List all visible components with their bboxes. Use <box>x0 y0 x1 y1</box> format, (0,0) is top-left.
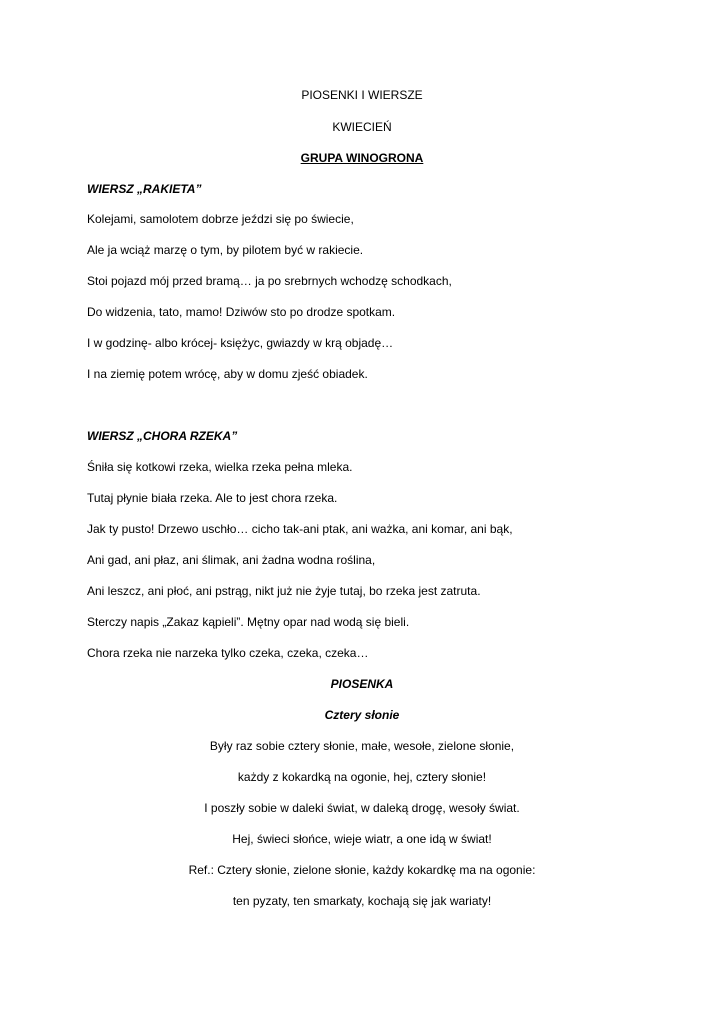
poem-chora-rzeka-line: Sterczy napis „Zakaz kąpieli”. Mętny opar nad wodą się bieli. <box>87 615 410 629</box>
song-line: Były raz sobie cztery słonie, małe, wesołe, zielone słonie, <box>209 739 515 753</box>
poem-rakieta-line: Stoi pojazd mój przed bramą… ja po srebrnych wchodzę schodkach, <box>87 274 452 288</box>
song-line: każdy z kokardką na ogonie, hej, cztery słonie! <box>237 770 487 784</box>
poem-rakieta-line: Kolejami, samolotem dobrze jeździ się po świecie, <box>87 212 354 226</box>
poem-rakieta-heading: WIERSZ „RAKIETA” <box>87 182 202 196</box>
poem-rakieta-line: I w godzinę- albo krócej- księżyc, gwiazdy w krą objadę… <box>87 336 394 350</box>
poem-chora-rzeka-line: Chora rzeka nie narzeka tylko czeka, czeka, czeka… <box>87 646 369 660</box>
poem-chora-rzeka-line: Jak ty pusto! Drzewo uschło… cicho tak-ani ptak, ani ważka, ani komar, ani bąk, <box>87 522 513 536</box>
document-title: PIOSENKI I WIERSZE <box>301 88 423 102</box>
song-heading: PIOSENKA <box>330 677 394 691</box>
song-refrain-line: Ref.: Cztery słonie, zielone słonie, każdy kokardkę ma na ogonie: <box>188 863 536 877</box>
song-line: Hej, świeci słońce, wieje wiatr, a one idą w świat! <box>232 832 492 846</box>
poem-chora-rzeka-line: Ani leszcz, ani płoć, ani pstrąg, nikt już nie żyje tutaj, bo rzeka jest zatruta. <box>87 584 481 598</box>
poem-chora-rzeka-line: Tutaj płynie biała rzeka. Ale to jest chora rzeka. <box>87 491 338 505</box>
poem-chora-rzeka-heading: WIERSZ „CHORA RZEKA” <box>87 429 238 443</box>
month-heading: KWIECIEŃ <box>332 120 392 134</box>
group-heading: GRUPA WINOGRONA <box>300 151 424 165</box>
poem-rakieta-line: I na ziemię potem wrócę, aby w domu zjeść obiadek. <box>87 367 368 381</box>
song-line: I poszły sobie w daleki świat, w daleką drogę, wesoły świat. <box>204 801 520 815</box>
poem-rakieta-line: Do widzenia, tato, mamo! Dziwów sto po drodze spotkam. <box>87 305 396 319</box>
poem-rakieta-line: Ale ja wciąż marzę o tym, by pilotem być w rakiecie. <box>87 243 364 257</box>
poem-chora-rzeka-line: Ani gad, ani płaz, ani ślimak, ani żadna wodna roślina, <box>87 553 376 567</box>
poem-chora-rzeka-line: Śniła się kotkowi rzeka, wielka rzeka pełna mleka. <box>87 460 353 474</box>
song-title: Cztery słonie <box>324 708 400 722</box>
song-refrain-line: ten pyzaty, ten smarkaty, kochają się jak wariaty! <box>232 894 492 908</box>
